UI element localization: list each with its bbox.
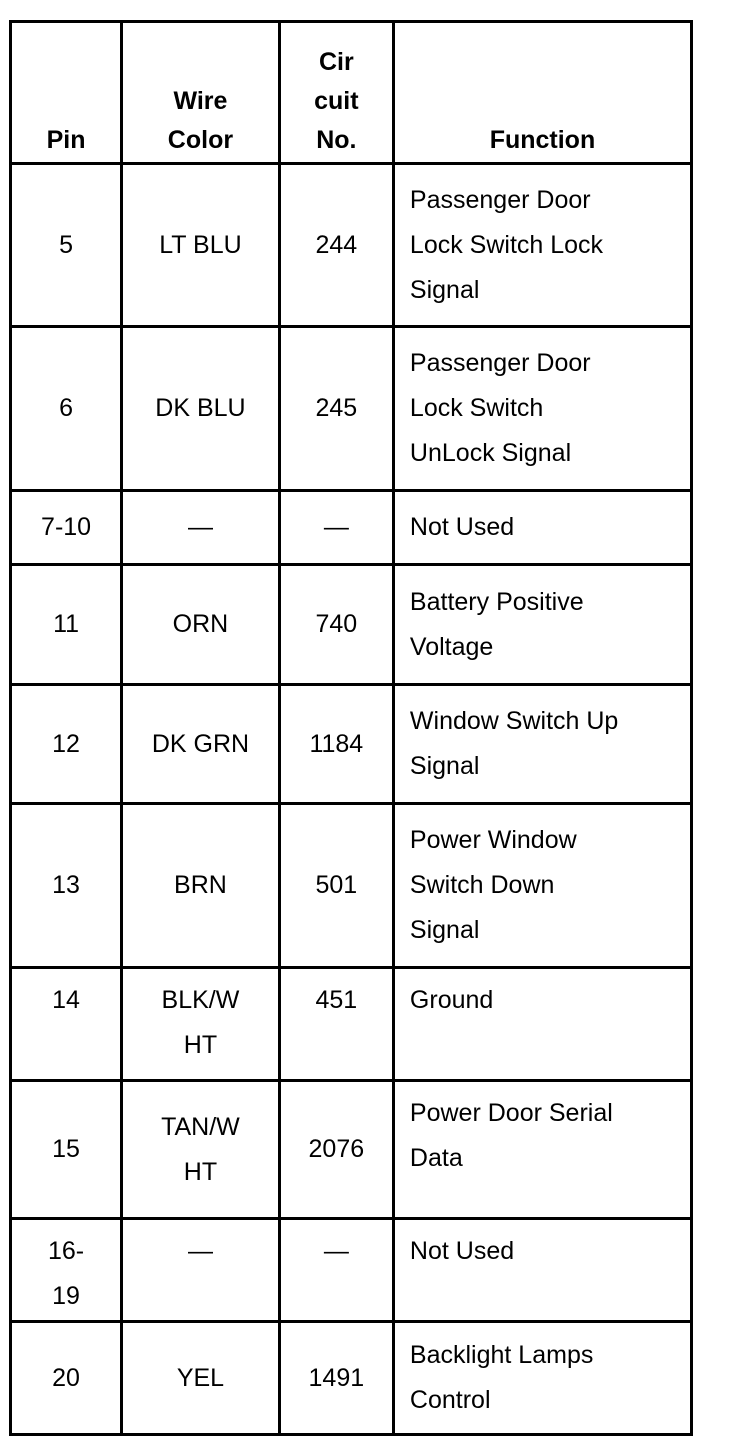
- cell-circuit-number-line: 501: [315, 871, 358, 899]
- cell-function: [393, 1081, 691, 1219]
- cell-circuit-number: [279, 968, 393, 1081]
- cell-circuit-number-line: 740: [315, 610, 358, 638]
- cell-function: [393, 1322, 691, 1435]
- table-row: [11, 491, 692, 565]
- cell-function-line: Backlight Lamps: [409, 1341, 594, 1369]
- cell-wire-color: [122, 968, 280, 1081]
- cell-pin: [11, 565, 122, 685]
- cell-pin: [11, 327, 122, 491]
- cell-function-line: Not Used: [409, 513, 515, 541]
- cell-pin-line: 19: [52, 1282, 80, 1310]
- cell-wire-color-line: —: [187, 513, 213, 541]
- cell-wire-color: [122, 1081, 280, 1219]
- cell-pin-line: 14: [52, 986, 80, 1014]
- cell-function-line: Switch Down: [409, 871, 555, 899]
- cell-circuit-number: [279, 1322, 393, 1435]
- cell-pin: [11, 1322, 122, 1435]
- cell-circuit-number-line: 2076: [308, 1135, 365, 1163]
- cell-circuit-number-line: 244: [315, 230, 358, 259]
- cell-wire-color: [122, 685, 280, 804]
- cell-circuit-number-line: 1184: [309, 729, 364, 758]
- cell-circuit-number: [279, 1081, 393, 1219]
- cell-wire-color-line: TAN/W: [161, 1112, 240, 1141]
- cell-wire-color: [122, 1219, 280, 1322]
- cell-function-line: Passenger Door: [409, 349, 591, 377]
- cell-function-line: Data: [409, 1144, 463, 1172]
- table-row: [11, 164, 692, 327]
- cell-wire-color-line: BRN: [174, 871, 227, 899]
- cell-function: [393, 164, 691, 327]
- cell-function-line: Lock Switch: [409, 394, 544, 422]
- table-row: [11, 1322, 692, 1435]
- cell-circuit-number-line: —: [323, 513, 349, 541]
- cell-function: [393, 968, 691, 1081]
- cell-circuit-number: [279, 1219, 393, 1322]
- cell-pin-line: 5: [59, 230, 74, 259]
- cell-function: [393, 565, 691, 685]
- cell-wire-color-line: LT BLU: [159, 230, 242, 259]
- table-row: [11, 685, 692, 804]
- header-pin: Pin: [11, 22, 122, 164]
- cell-circuit-number: [279, 565, 393, 685]
- cell-circuit-number-line: —: [323, 1237, 349, 1265]
- header-wire-color: Wire Color: [122, 22, 280, 164]
- table-row: [11, 804, 692, 968]
- cell-function: [393, 685, 691, 804]
- table-row: [11, 327, 692, 491]
- cell-function-line: Not Used: [409, 1237, 515, 1265]
- cell-circuit-number-line: 1491: [308, 1363, 365, 1392]
- header-circuit-number: Cir cuit No.: [279, 22, 393, 164]
- cell-function: [393, 1219, 691, 1322]
- cell-function: [393, 804, 691, 968]
- cell-function-line: UnLock Signal: [409, 439, 572, 467]
- table-row: [11, 565, 692, 685]
- cell-pin-line: 20: [52, 1363, 80, 1392]
- cell-function-line: Power Window: [409, 826, 577, 854]
- cell-wire-color: [122, 804, 280, 968]
- table-header-row: [11, 22, 692, 164]
- cell-pin: [11, 1081, 122, 1219]
- cell-circuit-number: [279, 491, 393, 565]
- cell-wire-color-line: DK BLU: [155, 394, 246, 422]
- cell-function: [393, 491, 691, 565]
- cell-pin: [11, 164, 122, 327]
- connector-pinout-table: [9, 20, 693, 1436]
- cell-wire-color-line: —: [187, 1237, 213, 1265]
- cell-wire-color: [122, 491, 280, 565]
- cell-function-line: Voltage: [409, 632, 494, 661]
- cell-pin-line: 6: [59, 394, 74, 422]
- cell-pin-line: 16-: [48, 1237, 85, 1265]
- table-body: [11, 164, 692, 1435]
- table-row: [11, 1081, 692, 1219]
- cell-pin-line: 13: [52, 871, 80, 899]
- cell-function-line: Ground: [409, 986, 494, 1014]
- cell-pin: [11, 491, 122, 565]
- cell-pin-line: 12: [52, 729, 80, 758]
- cell-wire-color: [122, 1322, 280, 1435]
- cell-function: [393, 327, 691, 491]
- cell-wire-color-line: ORN: [172, 610, 229, 638]
- table-row: [11, 968, 692, 1081]
- cell-circuit-number: [279, 327, 393, 491]
- cell-circuit-number-line: 245: [315, 394, 358, 422]
- cell-wire-color-line: YEL: [176, 1363, 225, 1392]
- cell-pin-line: 11: [53, 610, 80, 638]
- cell-function-line: Signal: [409, 275, 480, 304]
- cell-pin: [11, 804, 122, 968]
- cell-wire-color-line: HT: [183, 1031, 218, 1059]
- cell-wire-color-line: BLK/W: [161, 986, 240, 1014]
- cell-circuit-number: [279, 164, 393, 327]
- cell-wire-color-line: DK GRN: [151, 729, 250, 758]
- cell-function-line: Passenger Door: [409, 185, 591, 214]
- cell-wire-color: [122, 327, 280, 491]
- cell-pin: [11, 968, 122, 1081]
- cell-circuit-number: [279, 685, 393, 804]
- cell-pin: [11, 1219, 122, 1322]
- cell-circuit-number: [279, 804, 393, 968]
- cell-function-line: Battery Positive: [409, 587, 584, 616]
- cell-function-line: Control: [409, 1386, 491, 1414]
- cell-function-line: Signal: [409, 916, 480, 944]
- cell-wire-color: [122, 164, 280, 327]
- cell-pin: [11, 685, 122, 804]
- cell-function-line: Lock Switch Lock: [409, 230, 604, 259]
- cell-function-line: Signal: [409, 752, 480, 780]
- cell-pin-line: 15: [52, 1135, 80, 1163]
- header-function: Function: [393, 22, 691, 164]
- cell-function-line: Window Switch Up: [409, 707, 619, 735]
- cell-wire-color-line: HT: [183, 1157, 218, 1186]
- cell-function-line: Power Door Serial: [409, 1099, 613, 1127]
- table-row: [11, 1219, 692, 1322]
- cell-wire-color: [122, 565, 280, 685]
- cell-pin-line: 7-10: [41, 513, 92, 541]
- cell-circuit-number-line: 451: [315, 986, 358, 1014]
